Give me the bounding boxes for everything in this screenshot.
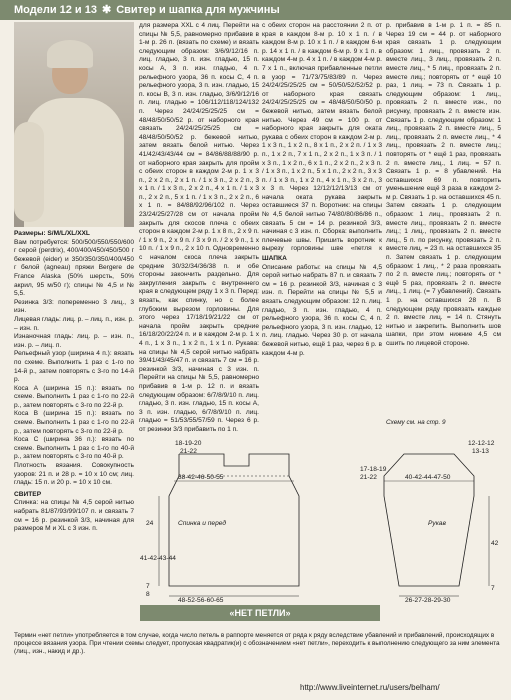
no-stitch-note: Термин «нет петли» употребляется в том случае, когда число петель в раппорте меняется от ряда к ряду вследствие убавлений и прибавлений, происходящих в процессе вязания узора. При чтении схемы следует, пропуская квадратик(и) с обозначением «нет петли», переходить к выполнению следующего за ним элемента (лиц., изн., накид и др.). (14, 632, 500, 656)
sleeve-width-top: 40-42-44-47-50 (405, 474, 451, 481)
sleeve-bottom-width: 26-27-28-29-30 (405, 597, 451, 604)
cable-b: Коса В (ширина 15 п.): вязать по схеме. Выполнить 1 раз с 1-го по 22-й р., затем повторять с 3-го по 22-й р. (14, 410, 134, 435)
sleeve-rib: 7 (491, 585, 495, 592)
reverse-stockinette: Изнаночная гладь: лиц. р. – изн. п., изн. р. – лиц. п. (14, 333, 134, 349)
body-rib-2: 8 (146, 591, 150, 598)
column-3: с обеих сторон на расстоянии 2 п. от края в каждом 8-м р. 10 x 1 п. / в каждом 8-м р. 10 x 1 п. / в каждом 6-м р. 14 x 1 п. / в каждом 6-м р. 9 x 1 п. в каждом 4-м р. 4 x 1 п. / в каждом 4-м р. 7 x 1 п., включая прибавленные петли в узор = 71/73/75/83/89 п. Через 24/24/25/25/25 см = 50/50/52/52/52 р. от наборного края связать 24/24/25/25/25 см = 48/48/50/50/50 р. бежевой нитью, затем вязать белой нитью. Через 49 см = 100 р. от наборного края закрыть для оката рукава с обеих сторон в каждом 2-м р. 1 x 3 п., 1 x 2 п., 8 x 1 п., 2 x 2 п. / 1 x 3 п., 1 x 2 п., 7 x 1 п., 2 x 2 п., 1 x 3 п. / 1 x 3 п., 1 x 2 п., 6 x 1 п., 2 x 2 п., 2 x 3 п. / 1 x 3 п., 1 x 2 п., 5 x 1 п., 2 x 2 п., 3 x 3 п. / 1 x 3 п., 1 x 2 п., 4 x 1 п., 3 x 2 п., 3 x 3 п. Через 12/12/12/13/13 см от начала оката рукава закрыть оставшиеся 37 п. Воротник: на спицы № 4,5 белой нитью 74/80/80/86/86 п., связать 5 см = 14 р. резинкой 3/3, начиная с 3 изн. п. Сборка: выполнить плечевые швы. Пришить воротник к вырезу горловины шве «петля к (262, 22, 382, 252)
sleeve-height: 42 (491, 540, 499, 547)
column-materials (14, 230, 134, 620)
body-bottom-width: 48-52-56-60-65 (178, 597, 224, 604)
sleeve-cap-2: 13-13 (472, 448, 489, 455)
column-3-hat (262, 255, 382, 435)
source-url[interactable]: http://www.liveinternet.ru/users/belham/ (300, 683, 440, 692)
sleeve-piece-label: Рукав (428, 520, 446, 527)
star-icon: ✱ (102, 4, 112, 16)
column-4: р. прибавив в 1-м р. 1 п. = 85 п. Через 19 см = 44 р. от наборного края связать 1 р. следующим образом: 1 лиц., провязать 2 п. вместе лиц., 3 лиц., провязать 2 п. вместе лиц., * 5 лиц., провязать 2 п. вместе лиц.; повторять от * ещё 10 раз, 1 лиц. = 73 п. Связать 1 р. следующим образом: 1 лиц., провязать 2 п. вместе изн., по рисунку, провязать 2 п. вместе изн. Связать 1 р. следующим образом: 1 лиц., провязать 2 п. вместе лиц., 5 лиц., провязать 2 п. вместе лиц., * 4 лиц., провязать 2 п. вместе лиц.; повторять от * ещё 1 раз, провязать 2 п. вместе лиц., 1 лиц. = 57 п. Связать 1 р. = 8 убавлений. На оставшихся 69 п. повторить уменьшение ещё 3 раза в каждом 2-м р. Связать 1 р. на оставшихся 45 п. Затем связать 1 р. следующим образом: 1 лиц., провязать 2 п. вместе лиц., провязать 2 п. вместе лиц.; 1 лиц., провязать 2 п. вместе лиц., 5 п. по рисунку, провязать 2 п. вместе лиц. = 23 п. на оставшихся 35 п. Затем связать 1 р. следующим образом: 1 лиц., * 2 раза провязать по 2 п. вместе лиц.; повторять от * ещё 5 раз, провязать 2 п. вместе лиц., 1 лиц. (= 7 убавлений). Связать 1 р. на оставшихся 28 п. В следующем ряду провязать каждые 2 п. вместе лиц. = 14 п. Стянуть нитью и закрепить. Выполнить шов шапки, при этом нижние 4,5 см сшить по лицевой стороне. (386, 22, 501, 347)
model-photo (14, 22, 134, 227)
column-2: для размера XXL с 4 лиц. Перейти на спицы № 5,5, равномерно прибавив в 1-м р. 26 п. (вязать по схеме) и вязать следующим образом: 3/6/9/12/16 п. лиц. гладью, 3 п. изн. гладью, 15 п. косы А, 3 п. изн. гладью, 4 п. рельефного узора, 36 п. косы С, 4 п. рельефного узора, 3 п. изн. гладью, 15 п. косы В, 3 п. изн. гладью, 3/6/9/12/16 п. лиц. гладью = 106/112/118/124/132 п. Через 24/24/25/25/25 см = 48/48/50/50/52 р. от наборного края связать 24/24/25/25/25 см = 48/48/50/50/52 р. бежевой нитью, затем вязать белой нитью. Через 41/42/43/43/44 см = 84/86/88/88/90 р. от наборного края закрыть для пройм с обеих сторон в каждом 2-м р. 1 x 3 п., 2 x 2 п., 2 x 1 п. / 1 x 3 п., 2 x 2 п., 3 x 1 п. / 1 x 3 п., 2 x 2 п., 4 x 1 п. / 1 x 3 п., 2 x 2 п., 5 x 1 п. / 1 x 3 п., 2 x 2 п., 6 x 1 п. = 84/88/92/96/102 п. Через 23/24/25/27/28 см от начала пройм закрыть для скосов плеча с обеих сторон в каждом 2-м р. 1 x 8 п., 2 x 9 п. / 1 x 9 п., 2 x 9 п. / 3 x 9 п. / 2 x 9 п., 1 x 10 п. / 1 x 9 п., 2 x 10 п. Одновременно с началом скоса плеча закрыть средние 30/32/34/36/38 п. и обе стороны закончить раздельно. Для закругления закрыть с внутреннего края в следующем ряду 1 x 3 п. Перед: вязать, как спинку, но с более глубоким вырезом горловины. Для этого через 17/18/19/21/22 см от начала пройм закрыть средние 16/18/20/22/24 п. и в каждом 2-м р. 1 x 4 п., 1 x 3 п., 1 x 2 п., 1 x 1 п. Рукава: на спицы № 4,5 серой нитью набрать 39/41/43/45/47 п. и связать 7 см = 16 р. резинкой 3/3, начиная с 3 изн. п. Перейти на спицы № 5,5, равномерно прибавив в 1-м р. 12 п. и вязать следующим образом: 6/7/8/9/10 п. лиц. гладью, 3 п. изн. гладью, 15 п. косы А, 3 п. изн. гладью, 6/7/8/9/10 п. лиц. гладью = 51/53/55/57/59 п. Через 6 р. от резинки 3/3 прибавить по 1 п. (139, 22, 259, 432)
body-piece-label: Спинка и перед (178, 520, 226, 527)
materials: Вам потребуется: 500/500/550/550/600 г серой (perdrix), 400/400/450/450/500 г бежевой (eider) и 350/350/350/400/450 г белой (agneau) пряжи Bergere de France Alaska (50% шерсть, 50% акрил, 95 м/50 г); спицы № 4,5 и № 5,5. (14, 238, 134, 298)
rib-pattern: Резинка 3/3: попеременно 3 лиц., 3 изн. (14, 298, 134, 315)
hat-text: Описание работы: на спицы № 4,5 серой нитью набрать 87 п. и связать 7 см = 16 р. резинкой 3/3, начиная с 3 изн. п. Перейти на спицы № 5,5 и вязать следующим образом: 12 п. лиц. гладью, 3 п. изн. гладью, 4 п. рельефного узора, 36 п. косы С, 4 п. рельефного узора, 3 п. изн. гладью, 12 п. лиц. гладью. Через 30 р. от начала бежевой нитью, ещё 1 раз, через 6 р. в каждом 4-м р. (262, 263, 382, 357)
page-header (0, 0, 511, 20)
section-sweater: СВИТЕР (14, 490, 42, 498)
back-text: Спинка: на спицы № 4,5 серой нитью набрать 81/87/93/99/107 п. и связать 7 см = 16 р. резинкой 3/3, начиная для размеров M и XL с 3 изн. п. (14, 499, 134, 533)
page-header-subtitle: Свитер и шапка для мужчины (116, 4, 280, 16)
body-armhole-1: 17-18-19 (360, 466, 387, 473)
sleeve-cap-1: 12-12-12 (468, 440, 495, 447)
gauge: Плотность вязания. Совокупность узоров: 21 п. и 28 р. = 10 х 10 см; лиц. гладь: 15 п. и 20 р. = 10 х 10 см. (14, 462, 134, 487)
body-height-1: 24 (146, 520, 154, 527)
body-height-2: 41-42-43-44 (140, 555, 176, 562)
body-neck-width: 18-19-20 (175, 440, 202, 447)
body-neck-width-2: 21-22 (180, 448, 197, 455)
section-hat: ШАПКА (262, 255, 287, 262)
schema-note: Схему см. на стр. 9 (386, 419, 446, 426)
body-armhole-2: 21-22 (360, 474, 377, 481)
photo-hat (47, 40, 93, 68)
photo-arm (14, 122, 44, 222)
body-rib-1: 7 (146, 583, 150, 590)
cable-c: Коса С (ширина 36 п.): вязать по схеме. Выполнить 1 раз с 1-го по 40-й р., затем повторять с 3-го по 40-й р. (14, 436, 134, 461)
page-header-title: Модели 12 и 13 (14, 4, 97, 16)
stockinette: Лицевая гладь: лиц. р. – лиц. п., изн. р. – изн. п. (14, 315, 134, 332)
cable-a: Коса А (ширина 15 п.): вязать по схеме. Выполнить 1 раз с 1-го по 22-й р., затем повторять с 3-го по 22-й р. (14, 384, 134, 409)
relief-pattern: Рельефный узор (ширина 4 п.): вязать по схеме. Выполнить 1 раз с 1-го по 14-й р., затем повторять с 3-го по 14-й р. (14, 350, 134, 384)
no-stitch-banner: «НЕТ ПЕТЛИ» (140, 605, 380, 621)
sizes: Размеры: S/M/L/XL/XXL (14, 230, 90, 237)
body-width-top: 38-42-46-50-55 (178, 474, 224, 481)
